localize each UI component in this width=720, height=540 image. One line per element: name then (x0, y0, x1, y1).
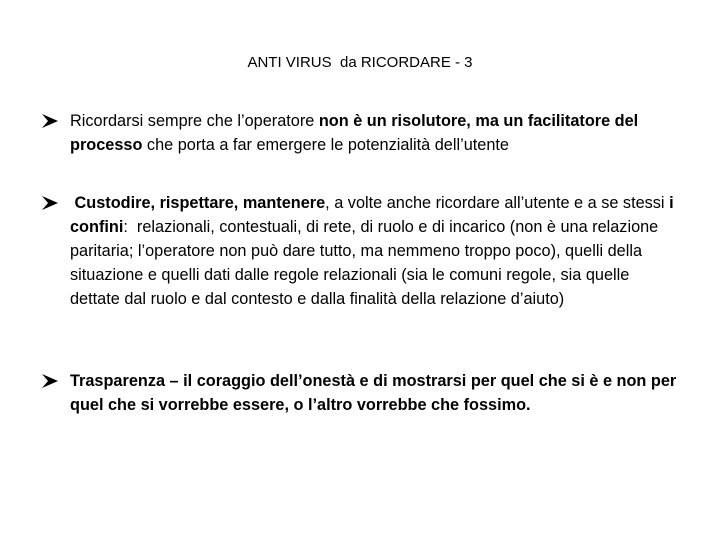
bullet-text-part: che porta a far emergere le potenzialità dell’utente (142, 136, 509, 154)
bullet-text (70, 369, 682, 417)
bullet-text-part: Ricordarsi sempre che l’operatore (70, 112, 319, 130)
bullet-emphasis: i confini (70, 194, 674, 236)
bullet-emphasis: Trasparenza – il coraggio dell’onestà e di mostrarsi per quel che si è e non per quel che si vorrebbe essere, o l’altro vorrebbe che fossimo. (70, 372, 677, 414)
bullet-text-part: , a volte anche ricordare all’utente e a se stessi (325, 194, 670, 212)
arrow-bullet-icon (42, 369, 60, 393)
slide-title: ANTI VIRUS da RICORDARE - 3 (247, 54, 473, 71)
bullet-item-3 (42, 369, 682, 417)
arrow-bullet-icon (42, 191, 60, 215)
bullet-text-part: : relazionali, contestuali, di rete, di ruolo e di incarico (non è una relazione paritaria; l’operatore non può dare tutto, ma nemmeno troppo poco), quelli della situazione e quelli dati dalle regole relazionali (sia le comuni regole, sia quelle dettate dal ruolo e dal contesto e dalla finalità della relazione d’aiuto) (70, 218, 663, 308)
bullet-text (70, 191, 682, 311)
bullet-text (70, 109, 682, 157)
bullet-item-2 (42, 191, 682, 311)
arrow-bullet-icon (42, 109, 60, 133)
bullet-emphasis: non è un risolutore, ma un facilitatore del processo (70, 112, 639, 154)
bullet-item-1 (42, 109, 682, 157)
bullet-emphasis: Custodire, rispettare, mantenere (74, 194, 326, 212)
